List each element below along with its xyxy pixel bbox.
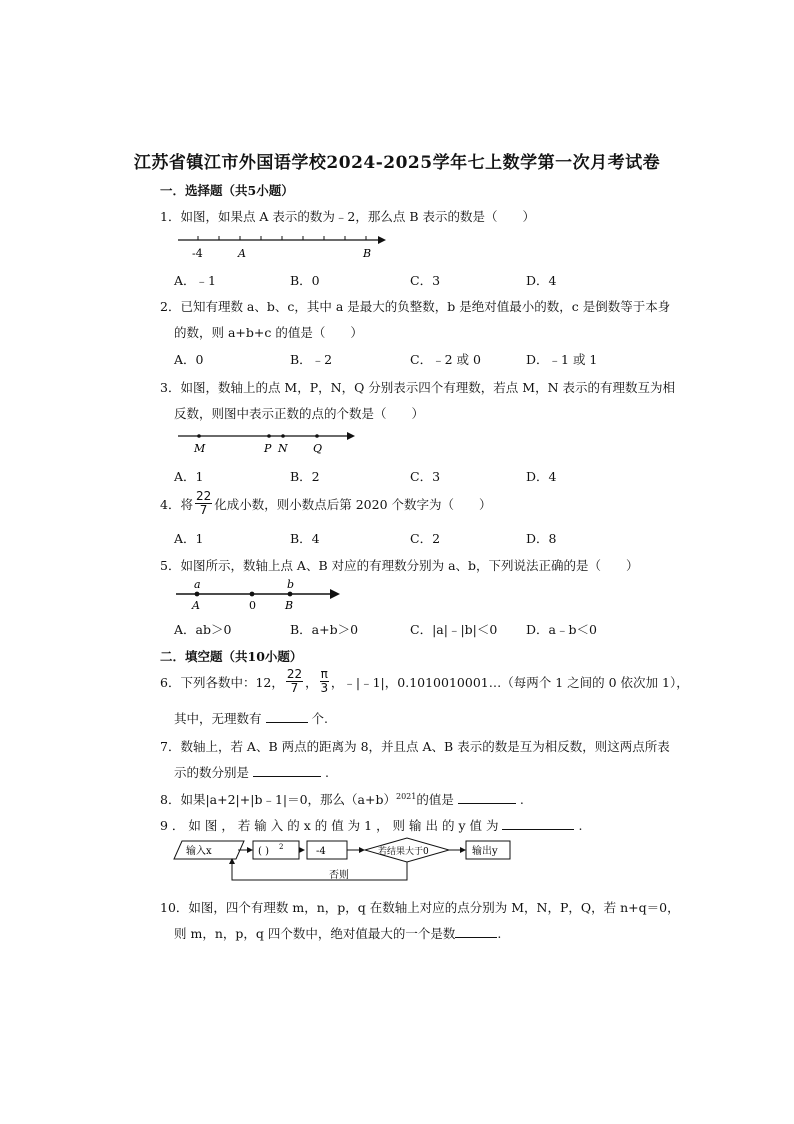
question-5-option-c: C．|a|﹣|b|＜0 [410,622,498,637]
point-bottom-label-a: A [192,599,200,612]
point-label-zero: 0 [249,599,256,612]
question-4-option-c: C．2 [410,531,441,546]
question-3-stem-line1: 3．如图，数轴上的点 M，P，N，Q 分别表示四个有理数，若点 M，N 表示的有理数互为相 [160,380,675,395]
question-10-stem-line2 [174,924,501,942]
fraction-numerator: 22 [286,667,303,681]
fraction-numerator: 22 [195,489,212,503]
answer-blank[interactable] [266,710,308,723]
question-6-line2-prefix: 其中，无理数有 [174,711,262,726]
question-10-stem-line1: 10．如图，四个有理数 m，n，p，q 在数轴上对应的点分别为 M，N，P，Q，若 n+q＝0， [160,900,680,915]
point-label-q: Q [313,442,323,455]
arrow-head [299,847,305,853]
question-3-option-b: B．2 [290,469,320,484]
question-1-option-a: A．﹣1 [174,273,216,288]
point-label-n: N [278,442,288,455]
fraction-denominator: 7 [290,681,299,695]
fraction-22-7 [286,668,303,695]
question-6-suffix: ，﹣|﹣1|，0.1010010001…（每两个 1 之间的 0 依次加 1）， [330,674,689,690]
section-heading-choice: 一．选择题（共5小题） [160,183,294,198]
question-5-option-a: A．ab＞0 [174,622,232,637]
point-n [281,434,285,438]
question-4-option-d: D．8 [526,531,557,546]
minus-label: -4 [316,846,326,857]
question-7-line2-suffix: . [324,765,329,780]
fraction-denominator: 3 [320,681,329,695]
page-title: 江苏省镇江市外国语学校2024-2025学年七上数学第一次月考试卷 [133,153,661,173]
question-9-suffix: . [578,818,583,833]
question-9-text: 9 ． 如 图 ， 若 输 入 的 x 的 值 为 1 ， 则 输 出 的 y 值 为 [160,818,499,833]
input-label: 输入x [186,846,212,857]
point-bottom-label-b: B [285,599,294,612]
question-7-stem-line1: 7．数轴上，若 A、B 两点的距离为 8，并且点 A、B 表示的数是互为相反数，则这两点所表 [160,739,670,754]
point-top-label-b: b [287,578,295,591]
tick-label-neg4: -4 [192,247,203,260]
question-2-option-b: B．﹣2 [290,352,333,367]
question-6-stem-line2 [174,709,328,727]
fraction-pi-3 [320,668,329,695]
question-9-stem [160,816,582,834]
answer-blank[interactable] [458,791,516,804]
question-6-line2-suffix: 个. [311,711,328,726]
question-3-stem-line2: 反数，则图中表示正数的点的个数是（ ） [174,406,425,421]
axis-arrow [330,589,340,599]
question-2-option-d: D．﹣1 或 1 [526,352,598,367]
question-8-suffix: . [519,792,524,807]
question-2-stem-line2: 的数，则 a+b+c 的值是（ ） [174,325,363,340]
point-label-b: B [363,247,372,260]
question-1-number-line [172,232,392,262]
answer-blank[interactable] [455,925,497,938]
point-m [197,434,201,438]
question-4-prefix: 4．将 [160,496,193,512]
question-5-stem: 5．如图所示，数轴上点 A、B 对应的有理数分别为 a、b，下列说法正确的是（ ） [160,558,639,573]
question-4-option-a: A．1 [174,531,204,546]
question-4-option-b: B．4 [290,531,320,546]
question-6-prefix: 6．下列各数中：12， [160,674,284,690]
point-zero [250,592,255,597]
question-6-separator: ， [305,674,318,690]
fraction-denominator: 7 [199,503,208,517]
question-5-option-d: D．a﹣b＜0 [526,622,597,637]
question-4-stem [160,490,492,517]
arrow-head [247,847,253,853]
question-3-option-d: D．4 [526,469,557,484]
point-top-label-a: a [194,578,201,591]
question-6-stem-line1 [160,668,689,695]
question-2-option-c: C．﹣2 或 0 [410,352,481,367]
question-1-option-d: D．4 [526,273,557,288]
question-10-line2-suffix: . [497,926,502,941]
question-5-number-line [172,578,347,612]
minus-box [307,841,347,859]
fraction-22-7 [195,490,212,517]
section-heading-fill: 二．填空题（共10小题） [160,649,303,664]
question-1-stem: 1．如图，如果点 A 表示的数为﹣2，那么点 B 表示的数是（ ） [160,209,536,224]
question-3-option-a: A．1 [174,469,204,484]
question-2-stem-line1: 2．已知有理数 a、b、c，其中 a 是最大的负整数，b 是绝对值最小的数，c 是倒数等于本身 [160,299,671,314]
question-3-number-line [172,428,362,458]
point-p [267,434,271,438]
output-label: 输出y [472,846,498,857]
question-9-flowchart [172,836,522,888]
question-1-option-c: C．3 [410,273,441,288]
axis-arrow [347,432,355,440]
arrow-head [460,847,466,853]
point-label-m: M [194,442,206,455]
point-q [315,434,319,438]
fraction-numerator: π [320,667,328,681]
exponent: 2021 [396,791,417,801]
question-7-stem-line2 [174,763,329,781]
square-exponent: 2 [279,843,284,851]
question-8-stem [160,790,524,808]
question-8-prefix: 8．如果|a+2|+|b﹣1|＝0，那么（a+b） [160,792,396,807]
else-loop-line [232,862,407,880]
point-b [288,592,293,597]
question-5-option-b: B．a+b＞0 [290,622,359,637]
question-7-line2-prefix: 示的数分别是 [174,765,250,780]
else-label: 否则 [329,870,349,881]
question-2-option-a: A．0 [174,352,204,367]
question-1-option-b: B．0 [290,273,320,288]
question-4-suffix: 化成小数，则小数点后第 2020 个数字为（ ） [214,496,492,512]
question-8-middle: 的值是 [416,792,454,807]
question-10-line2-prefix: 则 m，n，p，q 四个数中，绝对值最大的一个是数 [174,926,456,941]
answer-blank[interactable] [253,764,321,777]
square-label: ( ) [258,846,269,857]
point-a [195,592,200,597]
point-label-p: P [264,442,272,455]
answer-blank[interactable] [502,817,574,830]
condition-label: 若结果大于0 [378,847,429,857]
axis-arrow [378,236,386,244]
point-label-a: A [238,247,246,260]
question-3-option-c: C．3 [410,469,441,484]
